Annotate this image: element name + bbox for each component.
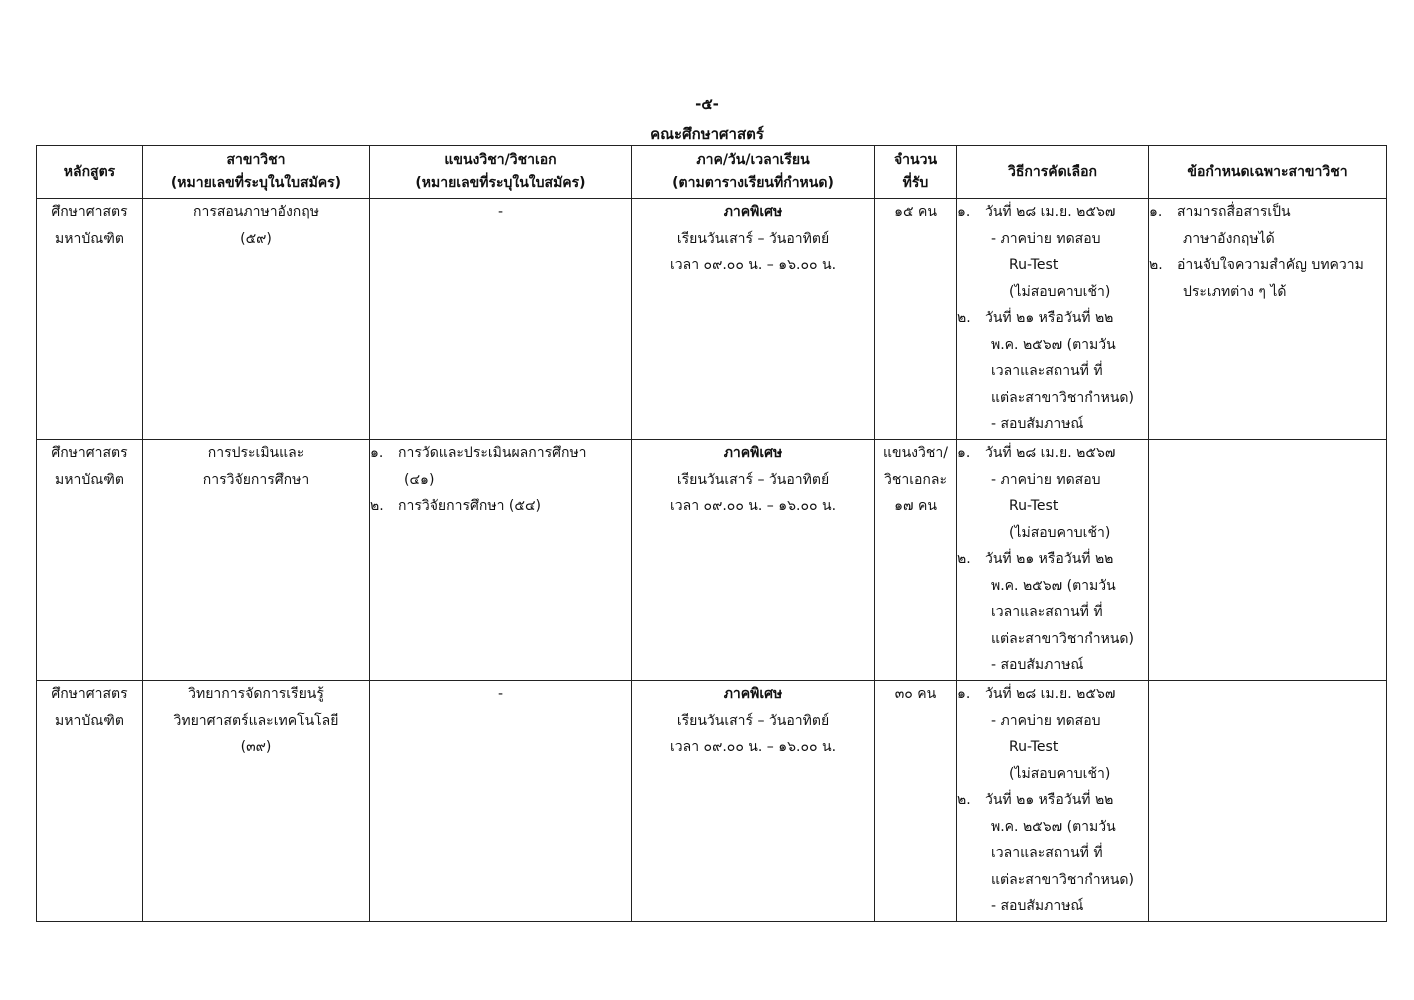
header-program: หลักสูตร: [37, 146, 143, 199]
table-row: [37, 440, 1387, 681]
selection-cell: ๑. วันที่ ๒๘ เม.ย. ๒๕๖๗ - ภาคบ่าย ทดสอบ Ru-Test (ไม่สอบคาบเช้า) ๒. วันที่ ๒๑ หรือวันที่ ๒๒ พ.ค. ๒๕๖๗ (ตามวัน เวลาและสถานที่ ที่ แต่ละสาขาวิชากำหนด) - สอบสัมภาษณ์: [957, 681, 1149, 922]
header-selection: วิธีการคัดเลือก: [957, 146, 1149, 199]
requirements-cell: [1149, 681, 1387, 922]
schedule-cell: ภาคพิเศษ เรียนวันเสาร์ – วันอาทิตย์ เวลา ๐๙.๐๐ น. – ๑๖.๐๐ น.: [632, 681, 875, 922]
header-field: สาขาวิชา (หมายเลขที่ระบุในใบสมัคร): [143, 146, 370, 199]
schedule-cell: ภาคพิเศษ เรียนวันเสาร์ – วันอาทิตย์ เวลา ๐๙.๐๐ น. – ๑๖.๐๐ น.: [632, 199, 875, 440]
header-major: แขนงวิชา/วิชาเอก (หมายเลขที่ระบุในใบสมัคร): [370, 146, 632, 199]
faculty-title: คณะศึกษาศาสตร์: [650, 125, 764, 143]
table-row: [37, 199, 1387, 440]
seats-cell: ๑๕ คน: [875, 199, 957, 440]
program-cell: ศึกษาศาสตร มหาบัณฑิต: [37, 199, 143, 440]
field-cell: วิทยาการจัดการเรียนรู้ วิทยาศาสตร์และเทคโนโลยี (๓๙): [143, 681, 370, 922]
header-row: [37, 146, 1387, 199]
selection-cell: ๑. วันที่ ๒๘ เม.ย. ๒๕๖๗ - ภาคบ่าย ทดสอบ Ru-Test (ไม่สอบคาบเช้า) ๒. วันที่ ๒๑ หรือวันที่ ๒๒ พ.ค. ๒๕๖๗ (ตามวัน เวลาและสถานที่ ที่ แต่ละสาขาวิชากำหนด) - สอบสัมภาษณ์: [957, 440, 1149, 681]
table-row: [37, 681, 1387, 922]
major-cell: ๑. การวัดและประเมินผลการศึกษา (๔๑) ๒. การวิจัยการศึกษา (๕๔): [370, 440, 632, 681]
seats-cell: แขนงวิชา/ วิชาเอกละ ๑๗ คน: [875, 440, 957, 681]
header-requirements: ข้อกำหนดเฉพาะสาขาวิชา: [1149, 146, 1387, 199]
admission-table: [36, 145, 1387, 922]
major-cell: -: [370, 199, 632, 440]
requirements-cell: [1149, 440, 1387, 681]
schedule-cell: ภาคพิเศษ เรียนวันเสาร์ – วันอาทิตย์ เวลา ๐๙.๐๐ น. – ๑๖.๐๐ น.: [632, 440, 875, 681]
seats-cell: ๓๐ คน: [875, 681, 957, 922]
program-cell: ศึกษาศาสตร มหาบัณฑิต: [37, 681, 143, 922]
header-schedule: ภาค/วัน/เวลาเรียน (ตามตารางเรียนที่กำหนด): [632, 146, 875, 199]
requirements-cell: ๑. สามารถสื่อสารเป็น ภาษาอังกฤษได้ ๒. อ่านจับใจความสำคัญ บทความ ประเภทต่าง ๆ ได้: [1149, 199, 1387, 440]
header-seats: จำนวน ที่รับ: [875, 146, 957, 199]
program-cell: ศึกษาศาสตร มหาบัณฑิต: [37, 440, 143, 681]
page-number: -๕-: [695, 95, 719, 113]
selection-cell: ๑. วันที่ ๒๘ เม.ย. ๒๕๖๗ - ภาคบ่าย ทดสอบ Ru-Test (ไม่สอบคาบเช้า) ๒. วันที่ ๒๑ หรือวันที่ ๒๒ พ.ค. ๒๕๖๗ (ตามวัน เวลาและสถานที่ ที่ แต่ละสาขาวิชากำหนด) - สอบสัมภาษณ์: [957, 199, 1149, 440]
field-cell: การสอนภาษาอังกฤษ (๕๙): [143, 199, 370, 440]
major-cell: -: [370, 681, 632, 922]
field-cell: การประเมินและ การวิจัยการศึกษา: [143, 440, 370, 681]
